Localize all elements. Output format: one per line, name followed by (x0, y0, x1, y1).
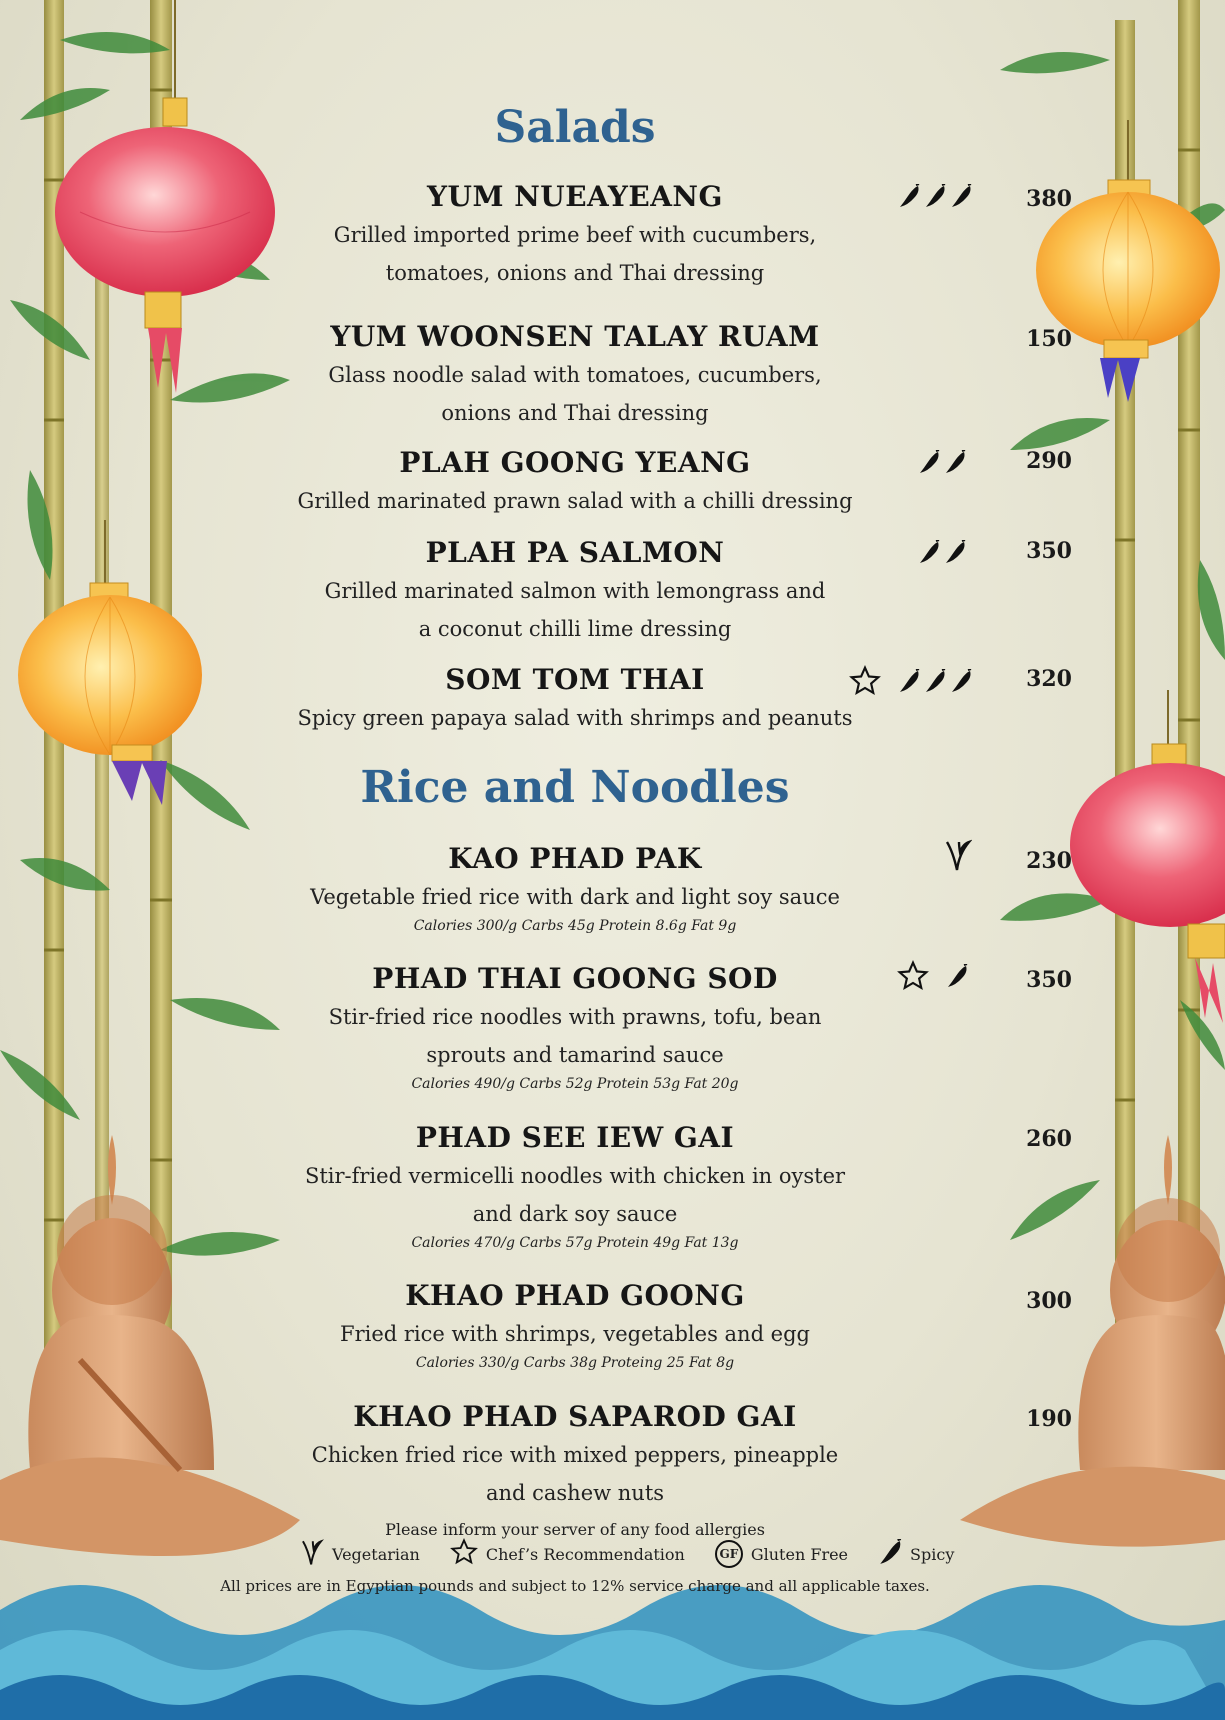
star-icon (848, 665, 882, 701)
item-price: 150 (1026, 326, 1072, 352)
item-desc-line: sprouts and tamarind sauce (426, 1043, 724, 1067)
chilli-icon (898, 669, 920, 697)
item-desc-line: Grilled marinated prawn salad with a chilli dressing (297, 489, 853, 513)
legend-label: Gluten Free (750, 1544, 849, 1564)
item-icons (848, 665, 972, 701)
chilli-icon (898, 184, 920, 212)
item-nutrition: Calories 300/g Carbs 45g Protein 8.6g Fat 9g (413, 918, 737, 934)
legend (300, 1538, 954, 1570)
chilli-icon (950, 669, 972, 697)
item-price: 350 (1026, 967, 1072, 993)
item-price: 230 (1026, 848, 1072, 874)
chilli-icon (918, 540, 940, 568)
chilli-icon (924, 669, 946, 697)
item-name: YUM WOONSEN TALAY RUAM (330, 320, 820, 353)
item-price: 290 (1026, 448, 1072, 474)
chilli-icon (878, 1539, 902, 1569)
menu-item-yum-nueayeang (260, 178, 890, 292)
item-icons (918, 450, 966, 478)
menu-item-plah-pa-salmon (260, 534, 890, 648)
item-name: KHAO PHAD SAPAROD GAI (353, 1400, 797, 1433)
item-price: 320 (1026, 666, 1072, 692)
menu-item-phad-thai-goong-sod (260, 960, 890, 1094)
section-title-salads: Salads (494, 102, 656, 153)
item-desc-line: Stir-fried vermicelli noodles with chicken in oyster (304, 1164, 846, 1188)
menu-item-phad-see-iew-gai (260, 1119, 890, 1253)
legend-label: Vegetarian (332, 1544, 420, 1564)
chilli-icon (924, 184, 946, 212)
menu-item-khao-phad-saparod-gai (260, 1398, 890, 1512)
legend-gluten-free (715, 1540, 848, 1568)
section-title-rice-and-noodles: Rice and Noodles (360, 762, 790, 813)
legend-vegetarian (300, 1538, 420, 1570)
gluten-free-mark: GF (719, 1547, 739, 1561)
item-nutrition: Calories 470/g Carbs 57g Protein 49g Fat 13g (411, 1235, 739, 1251)
chilli-icon (950, 184, 972, 212)
menu-item-plah-goong-yeang (260, 444, 890, 520)
item-nutrition: Calories 330/g Carbs 38g Proteing 25 Fat 8g (415, 1355, 735, 1371)
star-icon (896, 960, 930, 996)
allergy-note: Please inform your server of any food allergies (385, 1520, 765, 1539)
chilli-icon (918, 450, 940, 478)
item-name: PLAH GOONG YEANG (399, 446, 751, 479)
item-name: PLAH PA SALMON (425, 536, 725, 569)
item-name: KHAO PHAD GOONG (405, 1279, 745, 1312)
gluten-free-icon (715, 1540, 743, 1568)
item-icons (918, 540, 966, 568)
item-icons (896, 960, 968, 996)
chilli-icon (946, 964, 968, 992)
price-disclaimer: All prices are in Egyptian pounds and subject to 12% service charge and all applicable taxes. (220, 1577, 930, 1595)
item-name: PHAD THAI GOONG SOD (372, 962, 778, 995)
vegetarian-icon (300, 1538, 324, 1570)
item-nutrition: Calories 490/g Carbs 52g Protein 53g Fat 20g (411, 1076, 739, 1092)
item-price: 260 (1026, 1126, 1072, 1152)
item-name: SOM TOM THAI (445, 663, 705, 696)
item-price: 380 (1026, 186, 1072, 212)
legend-chef-recommendation (450, 1538, 685, 1570)
menu-item-yum-woonsen-talay-ruam (260, 318, 890, 432)
chilli-icon (944, 540, 966, 568)
item-price: 300 (1026, 1288, 1072, 1314)
item-icons (944, 838, 972, 876)
item-desc-line: onions and Thai dressing (441, 401, 709, 425)
menu-item-som-tom-thai (260, 661, 890, 737)
item-desc-line: Chicken fried rice with mixed peppers, pineapple (311, 1443, 839, 1467)
item-desc-line: Fried rice with shrimps, vegetables and egg (340, 1322, 810, 1346)
item-desc-line: and cashew nuts (485, 1481, 665, 1505)
item-name: YUM NUEAYEANG (427, 180, 723, 213)
legend-spicy (878, 1539, 954, 1569)
legend-label: Chef’s Recommendation (485, 1544, 685, 1564)
item-desc-line: Spicy green papaya salad with shrimps and peanuts (297, 706, 853, 730)
chilli-icon (944, 450, 966, 478)
item-name: PHAD SEE IEW GAI (415, 1121, 735, 1154)
menu-item-kao-phad-pak (260, 840, 890, 936)
item-name: KAO PHAD PAK (448, 842, 702, 875)
star-icon (450, 1538, 478, 1570)
vegetarian-icon (944, 838, 972, 876)
item-desc-line: Vegetable fried rice with dark and light soy sauce (310, 885, 840, 909)
item-price: 350 (1026, 538, 1072, 564)
legend-label: Spicy (910, 1544, 955, 1564)
item-desc-line: Grilled marinated salmon with lemongrass and (324, 579, 826, 603)
item-desc-line: tomatoes, onions and Thai dressing (385, 261, 765, 285)
item-desc-line: Stir-fried rice noodles with prawns, tofu, bean (328, 1005, 822, 1029)
menu-item-khao-phad-goong (260, 1277, 890, 1373)
item-desc-line: Glass noodle salad with tomatoes, cucumbers, (328, 363, 822, 387)
item-desc-line: a coconut chilli lime dressing (418, 617, 732, 641)
item-icons (898, 184, 972, 212)
item-desc-line: Grilled imported prime beef with cucumbers, (333, 223, 817, 247)
item-price: 190 (1026, 1406, 1072, 1432)
item-desc-line: and dark soy sauce (472, 1202, 678, 1226)
